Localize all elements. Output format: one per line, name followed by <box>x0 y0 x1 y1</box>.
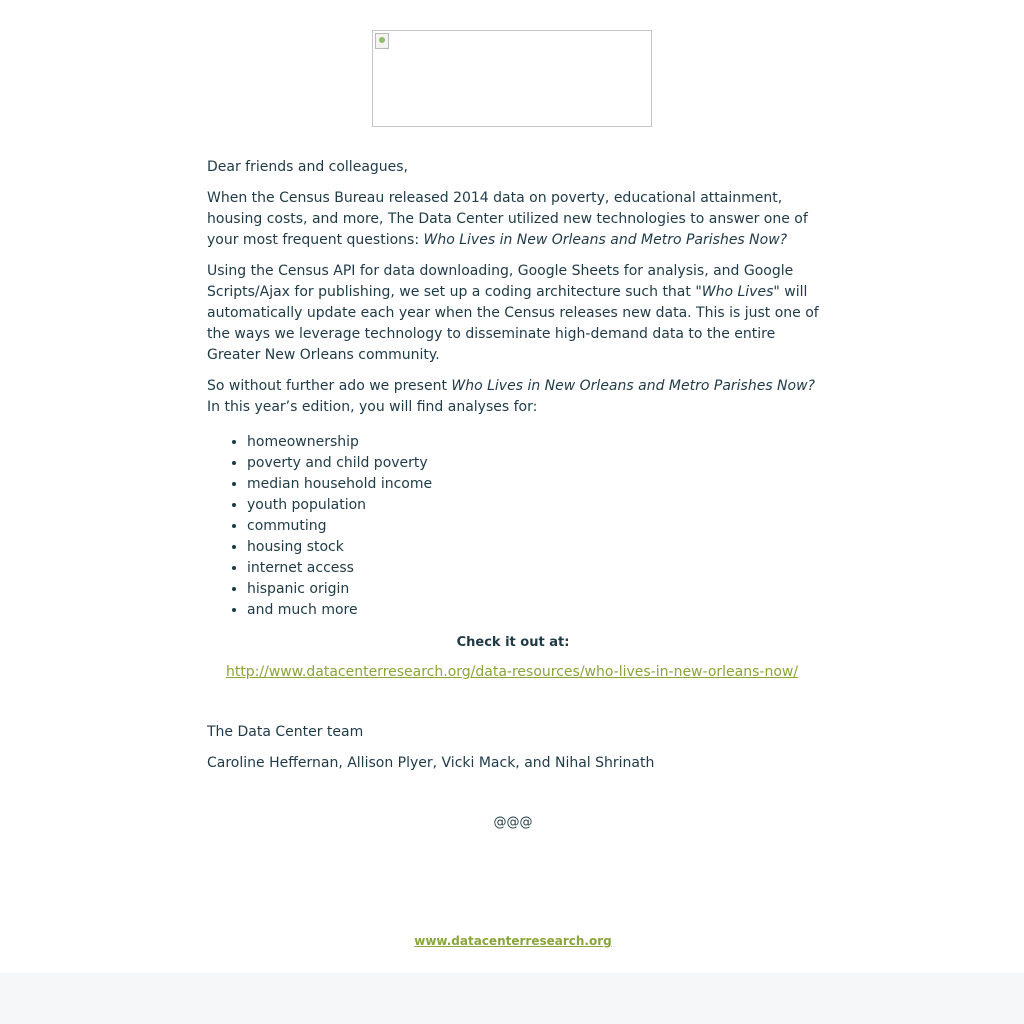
team-name: The Data Center team <box>207 724 364 740</box>
message-content <box>207 157 819 621</box>
list-item: • median household income <box>247 474 819 495</box>
paragraph-3-text-b: In this year’s edition, you will find analyses for: <box>207 399 538 415</box>
broken-image-icon <box>375 33 389 49</box>
list-item: • homeownership <box>247 432 819 453</box>
paragraph-1-title: Who Lives in New Orleans and Metro Parishes Now? <box>423 232 788 248</box>
list-item: • internet access <box>247 558 819 579</box>
cta-label: Check it out at: <box>456 635 570 650</box>
list-item: • hispanic origin <box>247 579 819 600</box>
who-lives-link[interactable]: http://www.datacenterresearch.org/data-resources/who-lives-in-new-orleans-now/ <box>225 664 799 680</box>
paragraph-3 <box>207 376 819 418</box>
signoff <box>207 722 819 784</box>
paragraph-2 <box>207 261 819 366</box>
paragraph-3-title: Who Lives in New Orleans and Metro Parishes Now? <box>451 378 815 394</box>
list-item: • commuting <box>247 516 819 537</box>
list-item: • and much more <box>247 600 819 621</box>
paragraph-3-text-a: So without further ado we present <box>207 378 452 394</box>
list-item: • housing stock <box>247 537 819 558</box>
paragraph-2-title: Who Lives <box>701 284 774 300</box>
paragraph-2-text-b: " will automatically update each year when the Census releases new data. This is just one of the ways we leverage technology to disseminate high-demand data to the entire Greater New Orleans community. <box>207 284 819 363</box>
separator: @@@ <box>493 815 533 830</box>
header-image <box>372 30 652 127</box>
list-item: • youth population <box>247 495 819 516</box>
footer-site-link[interactable]: www.datacenterresearch.org <box>414 934 612 948</box>
analyses-list <box>207 432 819 621</box>
paragraph-1-text: When the Census Bureau released 2014 data on poverty, educational attainment, housing costs, and more, The Data Center utilized new technologies to answer one of your most frequent questions: <box>207 190 808 248</box>
greeting: Dear friends and colleagues, <box>207 159 409 175</box>
team-members: Caroline Heffernan, Allison Plyer, Vicki Mack, and Nihal Shrinath <box>207 755 655 771</box>
list-item: • poverty and child poverty <box>247 453 819 474</box>
footer-band <box>0 973 1024 1024</box>
paragraph-1 <box>207 188 819 251</box>
paragraph-2-text-a: Using the Census API for data downloading, Google Sheets for analysis, and Google Scripts/Ajax for publishing, we set up a coding architecture such that " <box>207 263 794 300</box>
